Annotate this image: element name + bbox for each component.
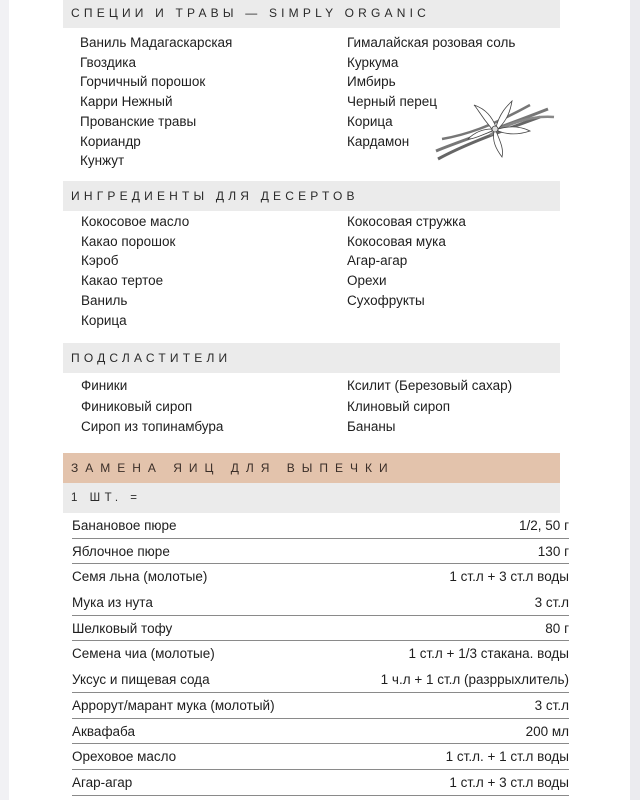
list-item: Кокосовое масло [81, 214, 190, 229]
ingredient-amount: 200 мл [525, 723, 569, 739]
ingredient-amount: 1 ст.л. + 1 ст.л воды [445, 749, 569, 765]
list-item: Корица [347, 113, 393, 129]
ingredient-name: Шелковый тофу [72, 620, 173, 636]
section-header-spices: СПЕЦИИ И ТРАВЫ — SIMPLY ORGANIC [63, 0, 560, 28]
ingredient-name: Агар-агар [72, 774, 133, 790]
list-item: Кокосовая стружка [347, 214, 466, 229]
ingredient-name: Аррорут/марант мука (молотый) [72, 697, 275, 713]
list-item: Гвоздика [80, 54, 136, 70]
list-item: Корица [81, 312, 127, 328]
desserts-list-left [81, 212, 189, 330]
list-item: Ваниль Мадагаскарская [80, 35, 233, 50]
ingredient-amount: 1 ст.л + 3 ст.л воды [449, 569, 569, 585]
ingredient-name: Семя льна (молотые) [72, 569, 208, 585]
table-row [72, 564, 569, 590]
ingredient-name: Семена чиа (молотые) [72, 646, 215, 662]
spices-list-left [80, 33, 232, 171]
ingredient-amount: 1/2, 50 г [519, 518, 569, 533]
list-item: Клиновый сироп [347, 398, 451, 414]
table-row [72, 770, 569, 796]
list-item: Гималайская розовая соль [347, 35, 516, 50]
ingredient-amount: 1 ст.л + 1/3 стакана. воды [408, 646, 569, 662]
table-row [72, 641, 569, 667]
ingredient-amount: 3 ст.л [534, 697, 569, 713]
list-item: Кориандр [80, 133, 141, 149]
ingredient-name: Аквафаба [72, 723, 135, 739]
ingredient-name: Яблочное пюре [72, 543, 170, 559]
egg-replacement-table [72, 513, 569, 796]
list-item: Ксилит (Березовый сахар) [347, 378, 513, 393]
table-row [72, 513, 569, 539]
sweeteners-list-left [81, 376, 223, 438]
list-item: Кунжут [80, 153, 125, 169]
ingredient-amount: 130 г [537, 543, 569, 559]
table-row [72, 719, 569, 745]
list-item: Финики [81, 378, 128, 393]
ingredient-amount: 1 ч.л + 1 ст.л (разррыхлитель) [380, 672, 569, 688]
table-row [72, 693, 569, 719]
list-item: Куркума [347, 54, 399, 70]
egg-replacement-subtitle: 1 ШТ. = [63, 483, 560, 513]
list-item: Какао тертое [81, 273, 164, 289]
list-item: Финиковый сироп [81, 398, 193, 414]
list-item: Имбирь [347, 74, 396, 90]
ingredient-name: Банановое пюре [72, 518, 177, 533]
ingredient-name: Ореховое масло [72, 749, 177, 765]
list-item: Бананы [347, 419, 396, 434]
desserts-list-right [347, 212, 466, 311]
sweeteners-list-right [347, 376, 512, 438]
list-item: Карри Нежный [80, 94, 173, 110]
ingredient-name: Мука из нута [72, 595, 153, 611]
list-item: Прованские травы [80, 113, 197, 129]
section-header-sweeteners: ПОДСЛАСТИТЕЛИ [63, 343, 560, 373]
ingredient-amount: 3 ст.л [534, 595, 569, 611]
section-header-egg-replacement: ЗАМЕНА ЯИЦ ДЛЯ ВЫПЕЧКИ [63, 453, 560, 483]
list-item: Сухофрукты [347, 292, 425, 308]
table-row [72, 616, 569, 642]
ingredient-name: Уксус и пищевая сода [72, 672, 210, 688]
page-margin-left [0, 0, 9, 800]
table-row [72, 539, 569, 565]
section-header-desserts: ИНГРЕДИЕНТЫ ДЛЯ ДЕСЕРТОВ [63, 181, 560, 211]
list-item: Ваниль [81, 292, 128, 308]
table-row [72, 590, 569, 616]
table-row [72, 667, 569, 693]
list-item: Сироп из топинамбура [81, 419, 224, 434]
table-row [72, 744, 569, 770]
list-item: Кэроб [81, 253, 119, 269]
list-item: Агар-агар [347, 253, 408, 269]
list-item: Горчичный порошок [80, 74, 206, 90]
ingredient-amount: 1 ст.л + 3 ст.л воды [449, 774, 569, 790]
ingredient-amount: 80 г [545, 620, 569, 636]
list-item: Кардамон [347, 133, 410, 149]
list-item: Кокосовая мука [347, 233, 446, 249]
scrollbar-track[interactable] [630, 0, 640, 800]
vanilla-flower-icon [430, 95, 562, 167]
list-item: Черный перец [347, 94, 438, 110]
list-item: Орехи [347, 273, 387, 289]
list-item: Какао порошок [81, 233, 176, 249]
